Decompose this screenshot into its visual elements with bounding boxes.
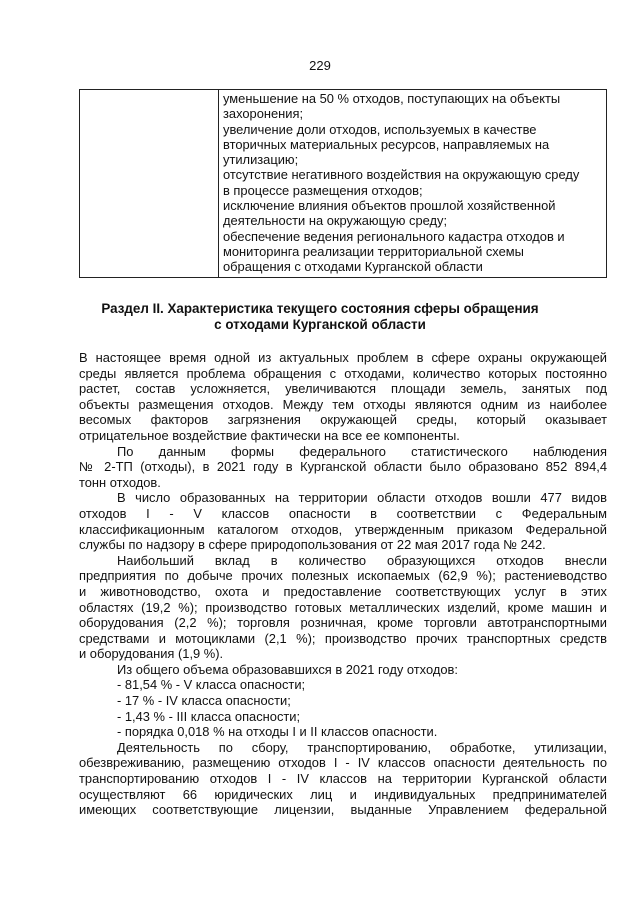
body-text [79, 350, 607, 818]
table-empty-cell [80, 90, 219, 278]
section-heading [0, 301, 640, 333]
table-line: исключение влияния объектов прошлой хозяйственной [223, 198, 556, 214]
paragraph-line: классификационным каталогом отходов, утвержденным приказом Федеральной [79, 521, 607, 537]
table-line: обеспечение ведения регионального кадастра отходов и [223, 228, 565, 244]
paragraph-line: обезвреживанию, размещению отходов I - IV классов опасности деятельность по [79, 755, 607, 771]
paragraph-line: В настоящее время одной из актуальных проблем в сфере охраны окружающей [79, 350, 607, 365]
paragraph-line: Наибольший вклад в количество образующихся отходов внесли [117, 552, 607, 568]
paragraph-line: имеющих соответствующие лицензии, выданные Управлением федеральной [79, 802, 607, 818]
table-line: в процессе размещения отходов; [223, 182, 423, 198]
paragraph-line: транспортированию отходов I - IV классов на территории Курганской области [79, 771, 607, 787]
list-item: - 81,54 % - V класса опасности; [117, 677, 306, 693]
table-line: уменьшение на 50 % отходов, поступающих на объекты [223, 91, 561, 106]
table-line: вторичных материальных ресурсов, направляемых на [223, 136, 550, 152]
table-line: обращения с отходами Курганской области [223, 259, 483, 275]
paragraph-line: осуществляют 66 юридических лиц и индивидуальных предпринимателей [79, 786, 607, 802]
section-heading-line: с отходами Курганской области [214, 317, 426, 332]
list-item: - 17 % - IV класса опасности; [117, 693, 291, 709]
paragraph-line: отходов I - V классов опасности в соответствии с Федеральным [79, 505, 607, 521]
section-heading-line: Раздел II. Характеристика текущего состояния сферы обращения [101, 301, 539, 316]
paragraph-line: отрицательное воздействие фактически на все ее компоненты. [79, 427, 460, 443]
paragraph-line: и животноводство, охота и предоставление соответствующих услуг в этих [79, 583, 607, 599]
table-line: утилизацию; [223, 152, 299, 168]
goals-table [79, 89, 607, 278]
paragraph-line: растет, состав усложняется, увеличиваются площади земель, занятых под [79, 381, 607, 397]
paragraph-line: и оборудования (1,9 %). [79, 646, 224, 662]
list-item: - порядка 0,018 % на отходы I и II классов опасности. [117, 724, 438, 740]
paragraph-line: средствами и мотоциклами (2,1 %); производство прочих транспортных средств [79, 630, 607, 646]
paragraph-line: Из общего объема образовавшихся в 2021 году отходов: [117, 661, 458, 677]
paragraph-line: № 2-ТП (отходы), в 2021 году в Курганской области было образовано 852 894,4 [79, 459, 607, 475]
table-line: отсутствие негативного воздействия на окружающую среду [223, 167, 580, 183]
table-row [80, 90, 607, 278]
table-line: мониторинга реализации территориальной схемы [223, 243, 524, 259]
paragraph-line: По данным формы федерального статистического наблюдения [117, 443, 607, 459]
paragraph-line: объекты размещения отходов. Между тем отходы являются одним из наиболее [79, 396, 607, 412]
paragraph-line: тонн отходов. [79, 474, 161, 490]
table-goals-cell [219, 90, 607, 278]
paragraph-line: областях (19,2 %); производство готовых металлических изделий, кроме машин и [79, 599, 607, 615]
paragraph-line: среды является проблема обращения с отходами, количество которых постоянно [79, 365, 607, 381]
table-line: увеличение доли отходов, используемых в качестве [223, 121, 537, 137]
paragraph-line: Деятельность по сбору, транспортированию, обработке, утилизации, [117, 739, 607, 755]
paragraph-line: службы по надзору в сфере природопользования от 22 мая 2017 года № 242. [79, 537, 546, 553]
table-line: захоронения; [223, 106, 304, 122]
table-line: деятельности на окружающую среду; [223, 213, 448, 229]
paragraph-line: предприятия по добыче прочих полезных ископаемых (62,9 %); растениеводство [79, 568, 607, 584]
paragraph-line: весомых факторов загрязнения окружающей среды, который оказывает [79, 412, 607, 428]
paragraph-line: В число образованных на территории области отходов вошли 477 видов [117, 490, 607, 506]
paragraph-line: оборудования (2,2 %); торговля розничная, кроме торговли автотранспортными [79, 615, 607, 631]
list-item: - 1,43 % - III класса опасности; [117, 708, 301, 724]
page-number: 229 [309, 58, 331, 73]
